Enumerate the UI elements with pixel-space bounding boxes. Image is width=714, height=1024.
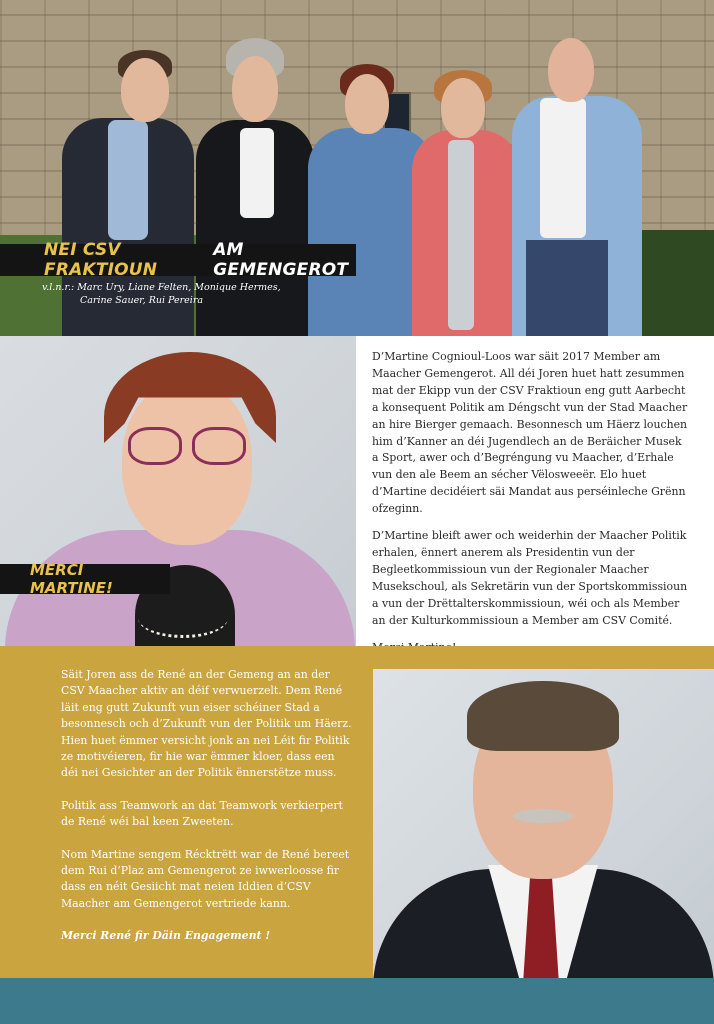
group-photo [0, 0, 714, 336]
rene-paragraph-3: Nom Martine sengem Récktrëtt war de René bereet dem Rui d’Plaz am Gemengerot ze iwwerloosse fir dass en néit Gesiicht mat neien Iddien d’CSV Maacher am Gemengerot vertriede kann. [61, 847, 350, 910]
rene-hair [467, 681, 619, 751]
group-title-banner [0, 240, 356, 280]
martine-necklace [138, 598, 228, 638]
rene-moustache [513, 809, 573, 823]
martine-paragraph-2: D’Martine bleift awer och weiderhin der Maacher Politik erhalen, ënnert anerem als Presidentin vun der Begleetkommissioun vun der Regionaler Maacher Musekschoul, als Sekretärin vun der Sportskommissioun a vun der Drëttalterskommissioun, wéi och als Member an der Kulturkommissioun a Member am CSV Comité. [372, 529, 688, 627]
merci-martine-banner: MERCI MARTINE! [0, 564, 170, 594]
caption-line-1: v.l.n.r.: Marc Ury, Liane Felten, Monique Hermes, [42, 282, 281, 293]
footer-bar [0, 978, 714, 1024]
group-title-part1: NEI CSV FRAKTIOUN [44, 240, 158, 280]
rene-closing: Merci René fir Däin Engagement ! [61, 929, 271, 943]
rene-article [61, 667, 353, 961]
rene-paragraph-1: Säit Joren ass de René an der Gemeng an an der CSV Maacher aktiv an déif verwuerzelt. Dem René läit eng gutt Zukunft vun eiser schéiner Stad a besonnesch och d’Zukunft vun der Politik um Häerz. Hien huet ëmmer versicht jonk an nei Léit fir Politik ze motivéieren, fir hie war ëmmer kloer, dass een déi nei Gesichter an der Politik ënnerstëtze muss. [61, 668, 352, 780]
group-title-part2: AM GEMENGEROT [213, 240, 349, 280]
martine-glasses [128, 427, 248, 467]
rene-paragraph-2: Politik ass Teamwork an dat Teamwork verkierpert de René wéi bal keen Zweeten. [61, 798, 343, 829]
group-caption [42, 281, 302, 307]
rene-portrait [373, 669, 714, 978]
caption-line-2: Carine Sauer, Rui Pereira [80, 295, 204, 306]
martine-article [372, 349, 688, 666]
martine-paragraph-1: D’Martine Cognioul-Loos war säit 2017 Member am Maacher Gemengerot. All déi Joren huet hatt zesummen mat der Ekipp vun der CSV Fraktioun eng gutt Aarbecht a konsequent Politik am Déngscht vun der Stad Maacher an hire Bierger gemaach. Besonnesch um Häerz louchen him d’Kanner an déi Jugendlech an de Beräicher Musek a Sport, awer och d’Begréngung vu Maacher, d’Erhale vun den ale Beem an sécher Vëlosweeër. Elo huet d’Martine decidéiert säi Mandat aus perséinleche Grënn ofzeginn. [372, 350, 688, 516]
